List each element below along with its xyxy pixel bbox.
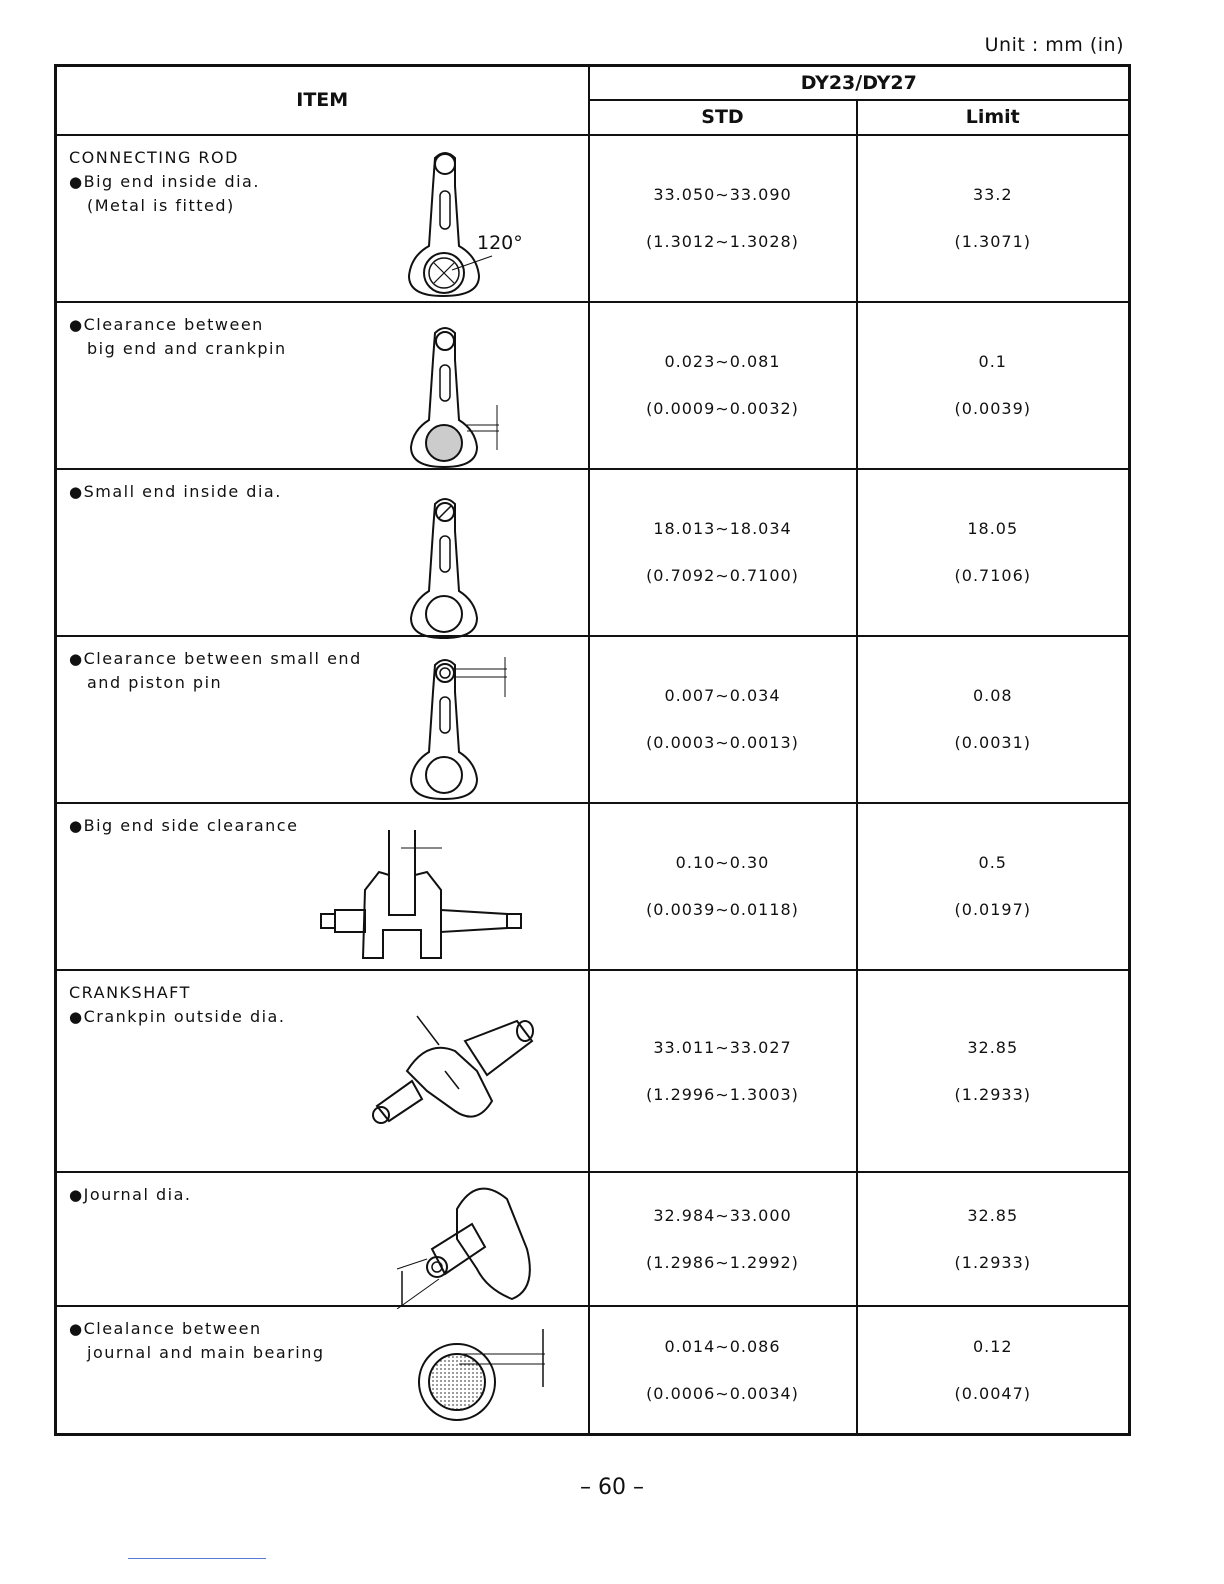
bullet-icon: ● <box>69 172 84 191</box>
std-cell <box>589 970 857 1172</box>
bearing-icon <box>407 1327 557 1427</box>
limit-in: (0.0031) <box>954 733 1031 752</box>
item-label-continued: journal and main bearing <box>87 1342 325 1362</box>
item-cell <box>56 970 589 1172</box>
header-std: STD <box>589 100 857 135</box>
connecting-rod-icon <box>407 146 547 301</box>
std-in: (0.0003∼0.0013) <box>646 733 799 752</box>
item-label: Small end inside dia. <box>83 481 282 501</box>
limit-mm: 0.12 <box>972 1336 1013 1356</box>
spec-table <box>54 64 1131 1436</box>
std-mm: 0.007∼0.034 <box>664 686 781 705</box>
bullet-icon: ● <box>69 1007 84 1026</box>
table-row <box>56 1306 1130 1435</box>
limit-mm: 33.2 <box>972 185 1013 204</box>
limit-cell <box>857 1306 1130 1435</box>
std-in: (0.0006∼0.0034) <box>646 1383 799 1403</box>
bullet-icon: ● <box>69 482 84 501</box>
limit-cell <box>857 803 1130 970</box>
item-label: Crankpin outside dia. <box>83 1006 286 1026</box>
limit-in: (0.0039) <box>954 399 1031 418</box>
item-cell <box>56 803 589 970</box>
section-title: CRANKSHAFT <box>69 982 191 1002</box>
std-cell <box>589 1172 857 1306</box>
limit-in: (0.0197) <box>954 900 1031 919</box>
page-number: – 60 – <box>580 1475 644 1500</box>
std-mm: 0.10∼0.30 <box>675 853 770 872</box>
std-mm: 18.013∼18.034 <box>653 519 792 538</box>
header-item: ITEM <box>56 66 589 135</box>
limit-cell <box>857 302 1130 469</box>
item-cell <box>56 636 589 803</box>
item-cell <box>56 1172 589 1306</box>
section-title: CONNECTING ROD <box>69 147 239 167</box>
item-label-continued: big end and crankpin <box>87 338 287 358</box>
table-row <box>56 1172 1130 1306</box>
table-row <box>56 469 1130 636</box>
angle-annotation: 120° <box>477 231 523 254</box>
item-label: Big end inside dia. <box>83 171 260 191</box>
limit-cell <box>857 1172 1130 1306</box>
table-row <box>56 135 1130 302</box>
header-limit: Limit <box>857 100 1130 135</box>
unit-label: Unit : mm (in) <box>984 34 1124 56</box>
crankshaft-icon <box>317 830 537 965</box>
item-cell <box>56 1306 589 1435</box>
std-cell <box>589 135 857 302</box>
std-in: (0.0009∼0.0032) <box>646 399 799 418</box>
limit-mm: 0.1 <box>978 352 1007 371</box>
limit-mm: 18.05 <box>967 519 1019 538</box>
connecting-rod-icon <box>407 496 517 641</box>
item-label: Clearance between <box>83 314 264 334</box>
std-cell <box>589 803 857 970</box>
bullet-icon: ● <box>69 649 84 668</box>
table-row <box>56 803 1130 970</box>
limit-mm: 32.85 <box>967 1205 1019 1225</box>
limit-in: (1.3071) <box>954 232 1031 251</box>
std-in: (0.0039∼0.0118) <box>646 900 799 919</box>
std-mm: 33.011∼33.027 <box>653 1037 792 1057</box>
std-mm: 32.984∼33.000 <box>653 1205 792 1225</box>
bullet-icon: ● <box>69 315 84 334</box>
limit-mm: 32.85 <box>967 1037 1019 1057</box>
item-cell <box>56 135 589 302</box>
item-label: Clearance between small end <box>83 648 362 668</box>
std-mm: 0.014∼0.086 <box>664 1336 781 1356</box>
std-mm: 33.050∼33.090 <box>653 185 792 204</box>
bullet-icon: ● <box>69 1185 84 1204</box>
connecting-rod-icon <box>407 657 517 805</box>
crankshaft-icon <box>387 1179 547 1309</box>
item-cell <box>56 469 589 636</box>
item-note: (Metal is fitted) <box>87 195 235 215</box>
std-in: (0.7092∼0.7100) <box>646 566 799 585</box>
bullet-icon: ● <box>69 1319 84 1338</box>
table-row <box>56 636 1130 803</box>
item-label: Journal dia. <box>83 1184 192 1204</box>
limit-cell <box>857 135 1130 302</box>
item-label: Big end side clearance <box>83 815 299 835</box>
limit-in: (0.7106) <box>954 566 1031 585</box>
item-label-continued: and piston pin <box>87 672 223 692</box>
limit-cell <box>857 469 1130 636</box>
std-in: (1.2986∼1.2992) <box>646 1252 799 1272</box>
table-row <box>56 970 1130 1172</box>
table-row <box>56 302 1130 469</box>
item-label: Clealance between <box>83 1318 262 1338</box>
bullet-icon: ● <box>69 816 84 835</box>
limit-in: (1.2933) <box>954 1084 1031 1104</box>
std-cell <box>589 636 857 803</box>
header-model: DY23∕DY27 <box>589 66 1130 100</box>
limit-mm: 0.5 <box>978 853 1007 872</box>
limit-cell <box>857 636 1130 803</box>
std-cell <box>589 469 857 636</box>
limit-mm: 0.08 <box>972 686 1013 705</box>
std-in: (1.3012∼1.3028) <box>646 232 799 251</box>
std-mm: 0.023∼0.081 <box>664 352 781 371</box>
connecting-rod-icon <box>407 325 517 470</box>
item-cell <box>56 302 589 469</box>
footer-rule <box>128 1558 266 1559</box>
crankshaft-icon <box>367 1011 547 1136</box>
limit-in: (0.0047) <box>954 1383 1031 1403</box>
limit-in: (1.2933) <box>954 1252 1031 1272</box>
std-in: (1.2996∼1.3003) <box>646 1084 799 1104</box>
std-cell <box>589 1306 857 1435</box>
limit-cell <box>857 970 1130 1172</box>
std-cell <box>589 302 857 469</box>
